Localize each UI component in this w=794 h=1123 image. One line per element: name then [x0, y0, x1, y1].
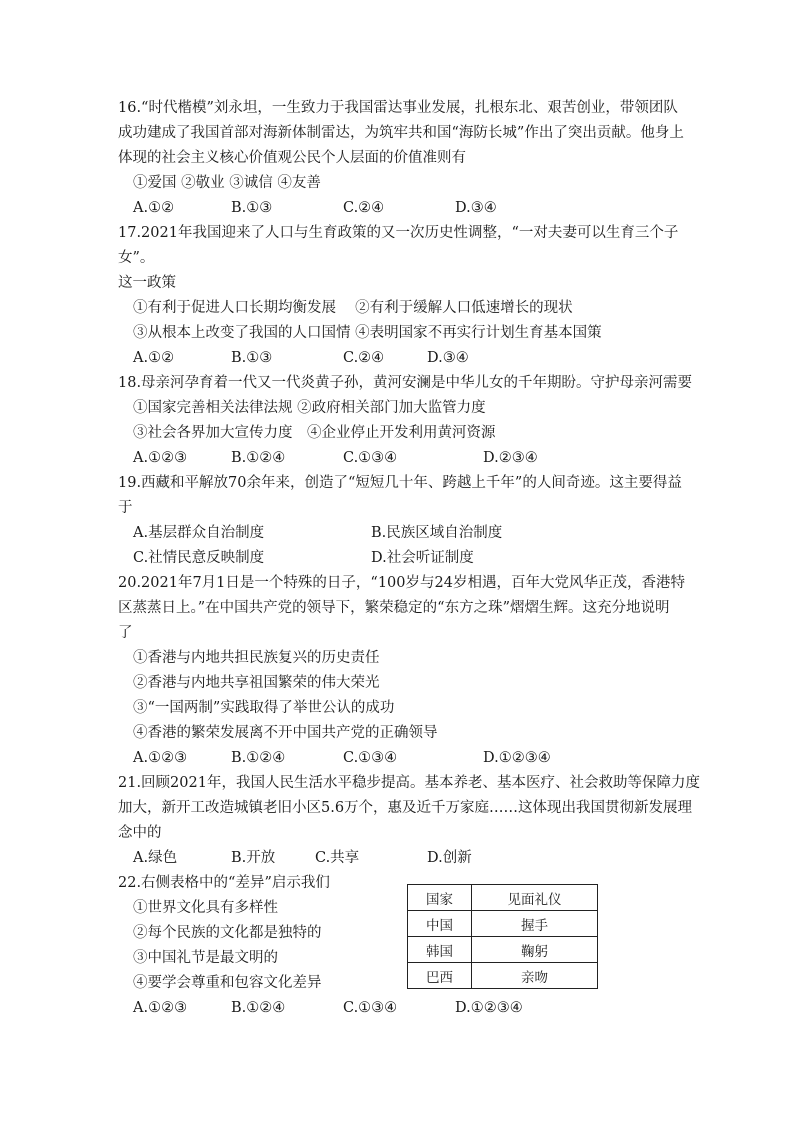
q20-stem: 了 — [118, 625, 133, 641]
q17-option-c: C.②④ — [343, 350, 385, 366]
table-cell: 中国 — [408, 911, 472, 937]
q19-option-b: B.民族区域自治制度 — [371, 525, 503, 541]
q17-statement: ①有利于促进人口长期均衡发展 ②有利于缓解人口低速增长的现状 — [133, 300, 573, 316]
q20-stem: 区蒸蒸日上。”在中国共产党的领导下，繁荣稳定的“东方之珠”熠熠生辉。这充分地说明 — [118, 600, 670, 616]
q20-statement: ④香港的繁荣发展离不开中国共产党的正确领导 — [133, 725, 438, 741]
q20-option-d: D.①②③④ — [483, 750, 551, 766]
q21-option-a: A.绿色 — [133, 850, 178, 866]
q16-option-a: A.①② — [133, 200, 175, 216]
q18-statement: ③社会各界加大宣传力度 ④企业停止开发利用黄河资源 — [133, 425, 496, 441]
q16-option-d: D.③④ — [455, 200, 497, 216]
q17-stem: 17.2021年我国迎来了人口与生育政策的又一次历史性调整，“一对夫妻可以生育三个子 — [118, 225, 679, 241]
table-cell: 握手 — [472, 911, 598, 937]
table-cell: 韩国 — [408, 937, 472, 963]
q17-option-a: A.①② — [133, 350, 175, 366]
q22-option-d: D.①②③④ — [455, 1000, 523, 1016]
q18-stem: 18.母亲河孕育着一代又一代炎黄子孙，黄河安澜是中华儿女的千年期盼。守护母亲河需要 — [118, 375, 693, 391]
q19-option-a: A.基层群众自治制度 — [133, 525, 265, 541]
table-row — [408, 937, 598, 963]
q16-option-b: B.①③ — [231, 200, 273, 216]
q20-option-c: C.①③④ — [343, 750, 398, 766]
q22-option-c: C.①③④ — [343, 1000, 398, 1016]
q16-stem: 体现的社会主义核心价值观公民个人层面的价值准则有 — [118, 150, 466, 166]
table-cell: 鞠躬 — [472, 937, 598, 963]
q22-statement: ②每个民族的文化都是独特的 — [133, 925, 322, 941]
q17-option-b: B.①③ — [231, 350, 273, 366]
q20-option-a: A.①②③ — [133, 750, 188, 766]
q17-stem: 女”。 — [118, 250, 155, 266]
q19-stem: 19.西藏和平解放70余年来，创造了“短短几十年、跨越上千年”的人间奇迹。这主要得益 — [118, 475, 682, 491]
q22-statement: ③中国礼节是最文明的 — [133, 950, 278, 966]
q19-stem: 于 — [118, 500, 133, 516]
q16-stem: 成功建成了我国首部对海新体制雷达，为筑牢共和国“海防长城”作出了突出贡献。他身上 — [118, 125, 684, 141]
q17-stem: 这一政策 — [118, 275, 176, 291]
q20-statement: ②香港与内地共享祖国繁荣的伟大荣光 — [133, 675, 380, 691]
q16-option-c: C.②④ — [343, 200, 385, 216]
q17-option-d: D.③④ — [427, 350, 469, 366]
q20-stem: 20.2021年7月1日是一个特殊的日子，“100岁与24岁相遇，百年大党风华正茂，香港特 — [118, 575, 685, 591]
q16-statement: ①爱国 ②敬业 ③诚信 ④友善 — [133, 175, 321, 191]
q20-statement: ①香港与内地共担民族复兴的历史责任 — [133, 650, 380, 666]
q22-option-b: B.①②④ — [231, 1000, 286, 1016]
q21-stem: 21.回顾2021年，我国人民生活水平稳步提高。基本养老、基本医疗、社会救助等保障力度 — [118, 775, 700, 791]
q18-option-a: A.①②③ — [133, 450, 188, 466]
q18-option-d: D.②③④ — [483, 450, 538, 466]
q21-option-c: C.共享 — [315, 850, 360, 866]
q22-option-a: A.①②③ — [133, 1000, 188, 1016]
q22-statement: ④要学会尊重和包容文化差异 — [133, 975, 322, 991]
q18-statement: ①国家完善相关法律法规 ②政府相关部门加大监管力度 — [133, 400, 486, 416]
q21-option-b: B.开放 — [231, 850, 276, 866]
q21-stem: 加大，新开工改造城镇老旧小区5.6万个，惠及近千万家庭……这体现出我国贯彻新发展理 — [118, 800, 693, 816]
q17-statement: ③从根本上改变了我国的人口国情 ④表明国家不再实行计划生育基本国策 — [133, 325, 602, 341]
q20-option-b: B.①②④ — [231, 750, 286, 766]
q16-stem: 16.“时代楷模”刘永坦，一生致力于我国雷达事业发展，扎根东北、艰苦创业，带领团队 — [118, 100, 678, 116]
table-header-cell: 见面礼仪 — [472, 885, 598, 911]
q21-option-d: D.创新 — [427, 850, 472, 866]
table-header-row — [408, 885, 598, 911]
table-row — [408, 911, 598, 937]
table-cell: 巴西 — [408, 963, 472, 989]
q21-stem: 念中的 — [118, 825, 162, 841]
q22-stem: 22.右侧表格中的“差异”启示我们 — [118, 875, 330, 891]
q18-option-c: C.①③④ — [343, 450, 398, 466]
q19-option-c: C.社情民意反映制度 — [133, 550, 265, 566]
q18-option-b: B.①②④ — [231, 450, 286, 466]
table-header-cell: 国家 — [408, 885, 472, 911]
q19-option-d: D.社会听证制度 — [371, 550, 474, 566]
etiquette-table — [407, 884, 598, 989]
table-cell: 亲吻 — [472, 963, 598, 989]
table-row — [408, 963, 598, 989]
q20-statement: ③“一国两制”实践取得了举世公认的成功 — [133, 700, 395, 716]
q22-statement: ①世界文化具有多样性 — [133, 900, 278, 916]
